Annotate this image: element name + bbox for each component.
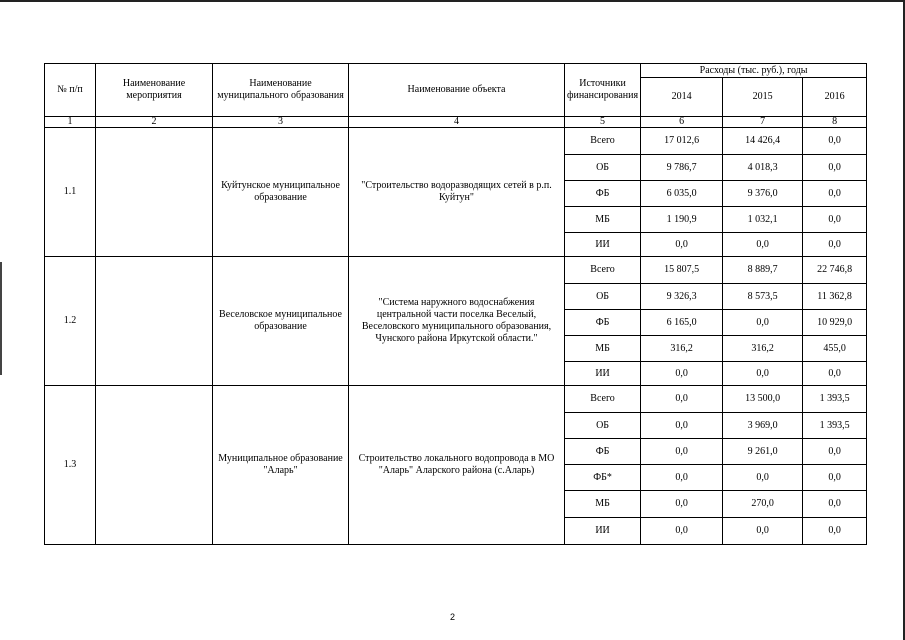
cell-municipality: Муниципальное образование "Аларь" (213, 386, 349, 545)
cell-amount-2015: 270,0 (723, 491, 803, 518)
cell-amount-2016: 0,0 (803, 128, 867, 155)
cell-object-name: Строительство локального водопровода в МО "Аларь" Аларского района (с.Аларь) (349, 386, 565, 545)
cell-item-number: 1.2 (45, 257, 96, 386)
cell-amount-2016: 22 746,8 (803, 257, 867, 284)
cell-amount-2014: 0,0 (641, 362, 723, 386)
header-object: Наименование объекта (349, 64, 565, 117)
cell-funding-source: МБ (565, 336, 641, 362)
cell-amount-2015: 4 018,3 (723, 155, 803, 181)
cell-amount-2015: 0,0 (723, 233, 803, 257)
cell-amount-2016: 0,0 (803, 465, 867, 491)
table-row (45, 257, 867, 284)
column-number: 1 (45, 117, 96, 128)
cell-amount-2014: 316,2 (641, 336, 723, 362)
cell-amount-2015: 0,0 (723, 518, 803, 545)
cell-funding-source: ИИ (565, 362, 641, 386)
cell-amount-2015: 9 376,0 (723, 181, 803, 207)
cell-amount-2015: 14 426,4 (723, 128, 803, 155)
cell-funding-source: Всего (565, 128, 641, 155)
header-sources: Источники финансирования (565, 64, 641, 117)
cell-amount-2016: 0,0 (803, 207, 867, 233)
cell-amount-2015: 1 032,1 (723, 207, 803, 233)
cell-amount-2015: 8 889,7 (723, 257, 803, 284)
table-row (45, 386, 867, 413)
table-row (45, 128, 867, 155)
cell-amount-2016: 455,0 (803, 336, 867, 362)
cell-amount-2016: 0,0 (803, 518, 867, 545)
cell-funding-source: ОБ (565, 413, 641, 439)
cell-amount-2014: 0,0 (641, 233, 723, 257)
cell-municipality: Куйтунское муниципальное образование (213, 128, 349, 257)
column-number: 8 (803, 117, 867, 128)
cell-amount-2014: 0,0 (641, 518, 723, 545)
cell-funding-source: Всего (565, 257, 641, 284)
cell-event-name (96, 257, 213, 386)
header-expenses: Расходы (тыс. руб.), годы (641, 64, 867, 78)
cell-amount-2016: 1 393,5 (803, 413, 867, 439)
cell-amount-2016: 1 393,5 (803, 386, 867, 413)
column-number: 2 (96, 117, 213, 128)
cell-amount-2014: 0,0 (641, 439, 723, 465)
table-body (45, 128, 867, 545)
header-year-2014: 2014 (641, 78, 723, 117)
cell-amount-2014: 0,0 (641, 386, 723, 413)
page-edge-mark-left (0, 262, 2, 375)
cell-amount-2015: 0,0 (723, 362, 803, 386)
cell-amount-2015: 0,0 (723, 310, 803, 336)
cell-funding-source: ФБ (565, 439, 641, 465)
cell-amount-2015: 13 500,0 (723, 386, 803, 413)
page-number: 2 (449, 612, 455, 622)
cell-amount-2015: 0,0 (723, 465, 803, 491)
cell-amount-2014: 0,0 (641, 491, 723, 518)
cell-amount-2015: 316,2 (723, 336, 803, 362)
header-year-2015: 2015 (723, 78, 803, 117)
cell-funding-source: ОБ (565, 155, 641, 181)
cell-item-number: 1.1 (45, 128, 96, 257)
column-number: 7 (723, 117, 803, 128)
cell-amount-2015: 9 261,0 (723, 439, 803, 465)
cell-event-name (96, 128, 213, 257)
cell-event-name (96, 386, 213, 545)
cell-amount-2014: 15 807,5 (641, 257, 723, 284)
cell-amount-2014: 0,0 (641, 413, 723, 439)
cell-amount-2016: 0,0 (803, 233, 867, 257)
cell-amount-2014: 17 012,6 (641, 128, 723, 155)
cell-funding-source: ИИ (565, 518, 641, 545)
cell-funding-source: ФБ (565, 310, 641, 336)
header-municipality: Наименование муниципального образования (213, 64, 349, 117)
header-year-2016: 2016 (803, 78, 867, 117)
cell-municipality: Веселовское муниципальное образование (213, 257, 349, 386)
column-number: 3 (213, 117, 349, 128)
cell-amount-2016: 0,0 (803, 362, 867, 386)
cell-amount-2015: 3 969,0 (723, 413, 803, 439)
cell-funding-source: МБ (565, 207, 641, 233)
page-edge-top (0, 0, 905, 2)
cell-amount-2014: 1 190,9 (641, 207, 723, 233)
cell-funding-source: ФБ* (565, 465, 641, 491)
header-event: Наименование мероприятия (96, 64, 213, 117)
cell-amount-2014: 9 786,7 (641, 155, 723, 181)
header-num: № п/п (45, 64, 96, 117)
cell-funding-source: МБ (565, 491, 641, 518)
cell-funding-source: Всего (565, 386, 641, 413)
cell-object-name: "Система наружного водоснабжения центральной части поселка Веселый, Веселовского муниципального образования, Чунского района Иркутской области." (349, 257, 565, 386)
cell-item-number: 1.3 (45, 386, 96, 545)
financing-table (44, 63, 867, 545)
cell-funding-source: ФБ (565, 181, 641, 207)
cell-amount-2016: 0,0 (803, 439, 867, 465)
cell-amount-2015: 8 573,5 (723, 284, 803, 310)
cell-amount-2016: 11 362,8 (803, 284, 867, 310)
cell-funding-source: ИИ (565, 233, 641, 257)
cell-funding-source: ОБ (565, 284, 641, 310)
column-number: 6 (641, 117, 723, 128)
column-number: 4 (349, 117, 565, 128)
cell-amount-2016: 0,0 (803, 491, 867, 518)
cell-object-name: "Строительство водоразводящих сетей в р.п. Куйтун" (349, 128, 565, 257)
cell-amount-2014: 9 326,3 (641, 284, 723, 310)
cell-amount-2014: 6 165,0 (641, 310, 723, 336)
cell-amount-2016: 10 929,0 (803, 310, 867, 336)
cell-amount-2016: 0,0 (803, 155, 867, 181)
cell-amount-2014: 0,0 (641, 465, 723, 491)
cell-amount-2014: 6 035,0 (641, 181, 723, 207)
column-number: 5 (565, 117, 641, 128)
cell-amount-2016: 0,0 (803, 181, 867, 207)
